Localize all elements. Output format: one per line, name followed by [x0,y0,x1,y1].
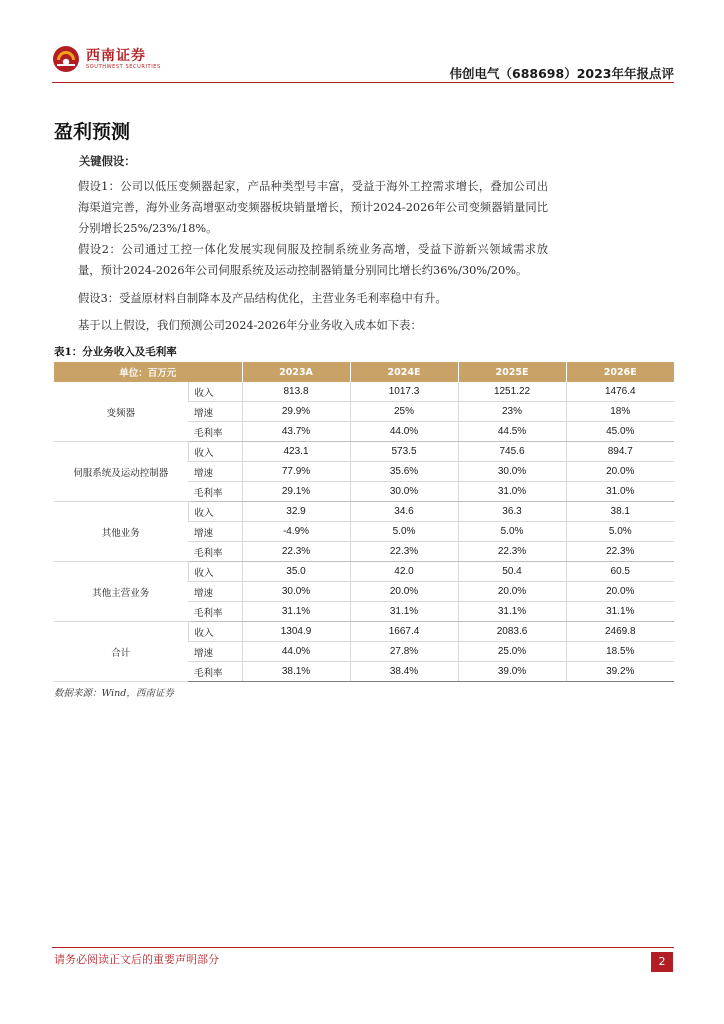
forecast-intro-text: 基于以上假设，我们预测公司2024-2026年分业务收入成本如下表： [78,319,422,332]
cell-value: 1667.4 [350,622,458,642]
cell-value: 30.0% [350,482,458,502]
header-2026e: 2026E [566,362,674,382]
cell-value: 39.0% [458,662,566,682]
cell-value: 25.0% [458,642,566,662]
company-logo [52,42,161,76]
cell-value: 1476.4 [566,382,674,402]
cell-value: 894.7 [566,442,674,462]
assumption-1-text: 假设1：公司以低压变频器起家，产品种类型号丰富，受益于海外工控需求增长，叠加公司出海渠道完善，海外业务高增驱动变频器板块销量增长，预计2024-2026年公司变频器销量同比分别增长25%/23%/18%。 [78,180,548,235]
cell-value: 36.3 [458,502,566,522]
cell-value: 31.1% [350,602,458,622]
metric-label: 收入 [188,502,242,522]
segment-name: 伺服系统及运动控制器 [54,442,188,502]
metric-label: 收入 [188,442,242,462]
key-assumptions-label: 关键假设： [79,154,136,168]
cell-value: 35.0 [242,562,350,582]
assumption-3 [54,288,548,309]
cell-value: -4.9% [242,522,350,542]
cell-value: 30.0% [242,582,350,602]
cell-value: 22.3% [350,542,458,562]
page-number: 2 [651,952,673,972]
metric-label: 毛利率 [188,422,242,442]
metric-label: 收入 [188,562,242,582]
segment-name: 其他主营业务 [54,562,188,622]
cell-value: 35.6% [350,462,458,482]
cell-value: 2469.8 [566,622,674,642]
cell-value: 5.0% [566,522,674,542]
metric-label: 毛利率 [188,602,242,622]
metric-label: 增速 [188,582,242,602]
cell-value: 31.1% [242,602,350,622]
cell-value: 44.5% [458,422,566,442]
cell-value: 18% [566,402,674,422]
metric-label: 增速 [188,462,242,482]
cell-value: 20.0% [566,582,674,602]
data-source: 数据来源：Wind，西南证券 [54,688,174,699]
cell-value: 44.0% [242,642,350,662]
cell-value: 30.0% [458,462,566,482]
cell-value: 43.7% [242,422,350,442]
assumption-2 [54,239,548,281]
metric-label: 毛利率 [188,542,242,562]
cell-value: 31.1% [566,602,674,622]
cell-value: 44.0% [350,422,458,442]
header-2025e: 2025E [458,362,566,382]
logo-cn-text: 西南证券 [86,47,146,64]
cell-value: 2083.6 [458,622,566,642]
logo-en-text: SOUTHWEST SECURITIES [86,63,161,70]
cell-value: 31.0% [458,482,566,502]
table-row [54,502,674,522]
cell-value: 50.4 [458,562,566,582]
cell-value: 38.4% [350,662,458,682]
metric-label: 增速 [188,402,242,422]
cell-value: 1017.3 [350,382,458,402]
cell-value: 38.1% [242,662,350,682]
cell-value: 42.0 [350,562,458,582]
cell-value: 745.6 [458,442,566,462]
cell-value: 1251.22 [458,382,566,402]
cell-value: 29.9% [242,402,350,422]
segment-name: 其他业务 [54,502,188,562]
cell-value: 573.5 [350,442,458,462]
segment-name: 变频器 [54,382,188,442]
assumption-2-text: 假设2：公司通过工控一体化发展实现伺服及控制系统业务高增，受益下游新兴领域需求放量，预计2024-2026年公司伺服系统及运动控制器销量分别同比增长约36%/30%/20%。 [78,243,548,277]
assumption-1 [54,176,548,239]
cell-value: 25% [350,402,458,422]
section-title: 盈利预测 [54,121,131,143]
table-row [54,622,674,642]
table-caption: 表1：分业务收入及毛利率 [54,346,177,358]
cell-value: 22.3% [242,542,350,562]
forecast-intro [54,315,548,336]
cell-value: 5.0% [458,522,566,542]
metric-label: 增速 [188,522,242,542]
table-row [54,382,674,402]
page-header [52,38,674,84]
cell-value: 45.0% [566,422,674,442]
cell-value: 34.6 [350,502,458,522]
cell-value: 31.0% [566,482,674,502]
report-title: 伟创电气（688698）2023年年报点评 [449,66,674,81]
cell-value: 423.1 [242,442,350,462]
cell-value: 60.5 [566,562,674,582]
disclaimer-note: 请务必阅读正文后的重要声明部分 [54,953,219,966]
metric-label: 增速 [188,642,242,662]
table-row [54,442,674,462]
cell-value: 20.0% [350,582,458,602]
logo-icon [52,45,80,73]
segment-name: 合计 [54,622,188,682]
metric-label: 毛利率 [188,482,242,502]
cell-value: 29.1% [242,482,350,502]
footer-divider [52,947,674,948]
cell-value: 20.0% [566,462,674,482]
metric-label: 毛利率 [188,662,242,682]
segment-revenue-table [54,362,674,682]
cell-value: 813.8 [242,382,350,402]
cell-value: 38.1 [566,502,674,522]
assumption-3-text: 假设3：受益原材料自制降本及产品结构优化，主营业务毛利率稳中有升。 [78,292,447,305]
cell-value: 18.5% [566,642,674,662]
header-2024e: 2024E [350,362,458,382]
cell-value: 39.2% [566,662,674,682]
header-divider [52,82,674,83]
table-row [54,562,674,582]
cell-value: 23% [458,402,566,422]
cell-value: 27.8% [350,642,458,662]
cell-value: 22.3% [566,542,674,562]
cell-value: 31.1% [458,602,566,622]
cell-value: 5.0% [350,522,458,542]
cell-value: 32.9 [242,502,350,522]
header-2023a: 2023A [242,362,350,382]
cell-value: 22.3% [458,542,566,562]
metric-label: 收入 [188,622,242,642]
cell-value: 20.0% [458,582,566,602]
table-header-row [54,362,674,382]
metric-label: 收入 [188,382,242,402]
cell-value: 77.9% [242,462,350,482]
cell-value: 1304.9 [242,622,350,642]
header-unit: 单位：百万元 [54,362,242,382]
